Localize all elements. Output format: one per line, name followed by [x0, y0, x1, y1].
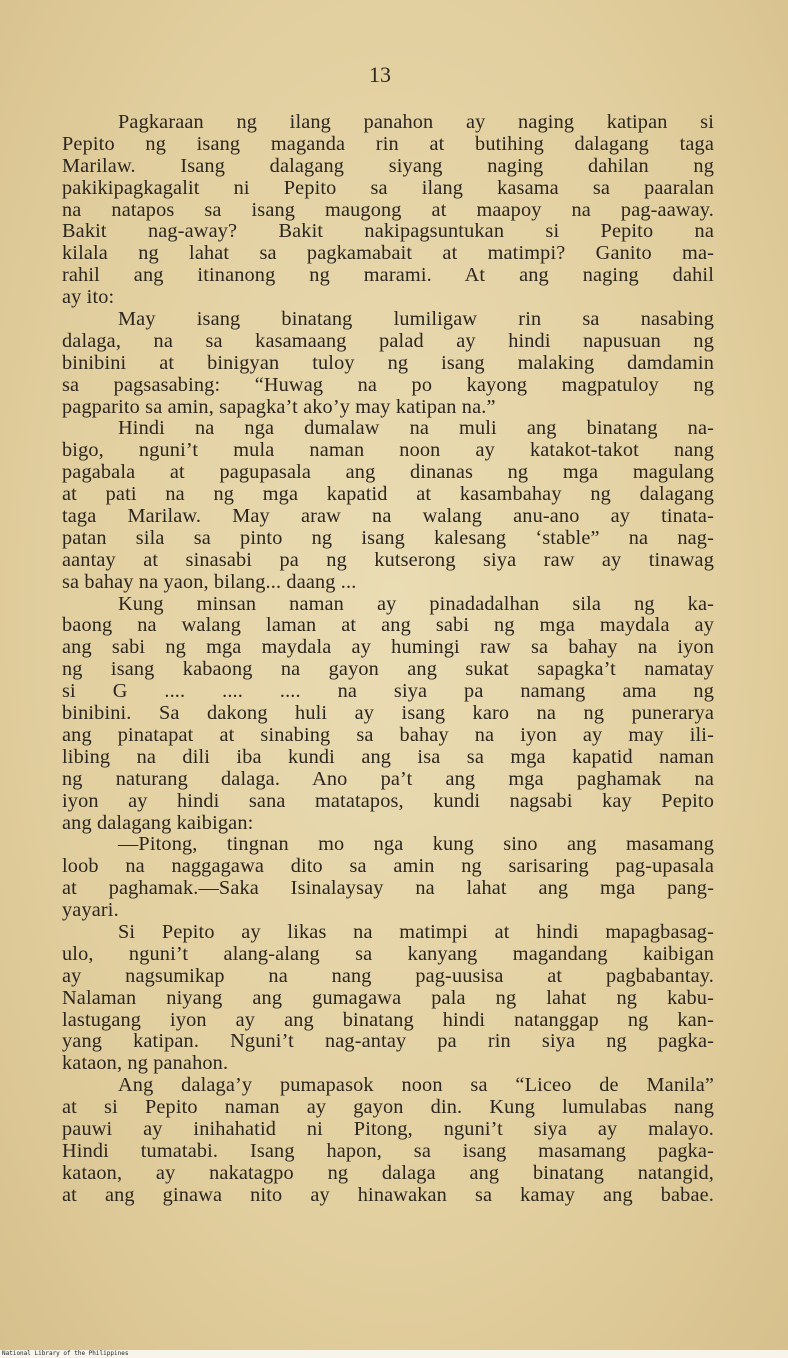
- text-line: pagparito sa amin, sapagka’t ako’y may katipan na.”: [62, 395, 496, 418]
- text-line: ay ito:: [62, 286, 115, 309]
- text-line: lastugang iyon ay ang binatang hindi natanggap ng kan-: [62, 1008, 714, 1031]
- text-line: ulo, nguni’t alang-alang sa kanyang magandang kaibigan: [62, 942, 714, 965]
- text-line: at paghamak.—Saka Isinalaysay na lahat ang mga pang-: [62, 877, 714, 900]
- text-line: yang katipan. Nguni’t nag-antay pa rin siya ng pagka-: [62, 1030, 714, 1053]
- text-line: Hindi tumatabi. Isang hapon, sa isang masamang pagka-: [62, 1139, 714, 1162]
- library-credit: National Library of the Philippines: [0, 1350, 788, 1358]
- text-line: Ang dalaga’y pumapasok noon sa “Liceo de Manila”: [118, 1074, 714, 1097]
- text-line: kataon, ng panahon.: [62, 1052, 229, 1075]
- text-line: Nalaman niyang ang gumagawa pala ng lahat ng kabu-: [62, 986, 714, 1009]
- text-line: kilala ng lahat sa pagkamabait at matimpi? Ganito ma-: [62, 242, 714, 265]
- text-line: May isang binatang lumiligaw rin sa nasabing: [118, 308, 714, 331]
- text-line: Pepito ng isang maganda rin at butihing dalagang taga: [62, 132, 714, 155]
- text-line: rahil ang itinanong ng marami. At ang naging dahil: [62, 264, 714, 287]
- text-line: Marilaw. Isang dalagang siyang naging dahilan ng: [62, 154, 714, 177]
- text-line: binibini. Sa dakong huli ay isang karo na ng punerarya: [62, 702, 714, 725]
- text-line: at ang ginawa nito ay hinawakan sa kamay ang babae.: [62, 1183, 714, 1206]
- text-line: bigo, nguni’t mula naman noon ay katakot-takot nang: [62, 439, 714, 462]
- text-line: ng isang kabaong na gayon ang sukat sapagka’t namatay: [62, 658, 714, 681]
- text-line: patan sila sa pinto ng isang kalesang ‘stable” na nag-: [62, 526, 714, 549]
- text-line: —Pitong, tingnan mo nga kung sino ang masamang: [118, 833, 714, 856]
- text-line: yayari.: [62, 899, 119, 922]
- text-line: pakikipagkagalit ni Pepito sa ilang kasama sa paaralan: [62, 176, 714, 199]
- text-line: pauwi ay inihahatid ni Pitong, nguni’t siya ay malayo.: [62, 1117, 714, 1140]
- body-text: [62, 112, 714, 1207]
- text-line: si G .... .... .... na siya pa namang ama ng: [62, 680, 714, 703]
- text-line: sa bahay na yaon, bilang... daang ...: [62, 570, 357, 593]
- text-line: iyon ay hindi sana matatapos, kundi nagsabi kay Pepito: [62, 789, 714, 812]
- text-line: at si Pepito naman ay gayon din. Kung lumulabas nang: [62, 1096, 714, 1119]
- text-line: ang sabi ng mga maydala ay humingi raw sa bahay na iyon: [62, 636, 714, 659]
- text-line: binibini at binigyan tuloy ng isang malaking damdamin: [62, 351, 714, 374]
- text-line: sa pagsasabing: “Huwag na po kayong magpatuloy ng: [62, 373, 714, 396]
- text-line: libing na dili iba kundi ang isa sa mga kapatid naman: [62, 745, 714, 768]
- text-line: dalaga, na sa kasamaang palad ay hindi napusuan ng: [62, 329, 714, 352]
- text-line: at pati na ng mga kapatid at kasambahay ng dalagang: [62, 483, 714, 506]
- text-line: kataon, ay nakatagpo ng dalaga ang binatang natangid,: [62, 1161, 714, 1184]
- text-line: ang dalagang kaibigan:: [62, 811, 254, 834]
- text-line: ay nagsumikap na nang pag-uusisa at pagbabantay.: [62, 964, 714, 987]
- text-line: aantay at sinasabi pa ng kutserong siya raw ay tinawag: [62, 548, 714, 571]
- text-line: Si Pepito ay likas na matimpi at hindi mapagbasag-: [118, 920, 714, 943]
- text-line: Hindi na nga dumalaw na muli ang binatang na-: [118, 417, 714, 440]
- text-line: baong na walang laman at ang sabi ng mga maydala ay: [62, 614, 714, 637]
- text-line: ng naturang dalaga. Ano pa’t ang mga paghamak na: [62, 767, 714, 790]
- text-line: loob na naggagawa dito sa amin ng sarisaring pag-upasala: [62, 855, 714, 878]
- text-line: Bakit nag-away? Bakit nakipagsuntukan si Pepito na: [62, 220, 714, 243]
- text-line: Kung minsan naman ay pinadadalhan sila ng ka-: [118, 592, 714, 615]
- text-line: pagabala at pagupasala ang dinanas ng mga magulang: [62, 461, 714, 484]
- text-line: ang pinatapat at sinabing sa bahay na iyon ay may ili-: [62, 723, 714, 746]
- page-number: 13: [369, 62, 391, 87]
- text-line: Pagkaraan ng ilang panahon ay naging katipan si: [118, 111, 714, 133]
- text-line: na natapos sa isang maugong at maapoy na pag-aaway.: [62, 198, 714, 221]
- text-line: taga Marilaw. May araw na walang anu-ano ay tinata-: [62, 505, 714, 528]
